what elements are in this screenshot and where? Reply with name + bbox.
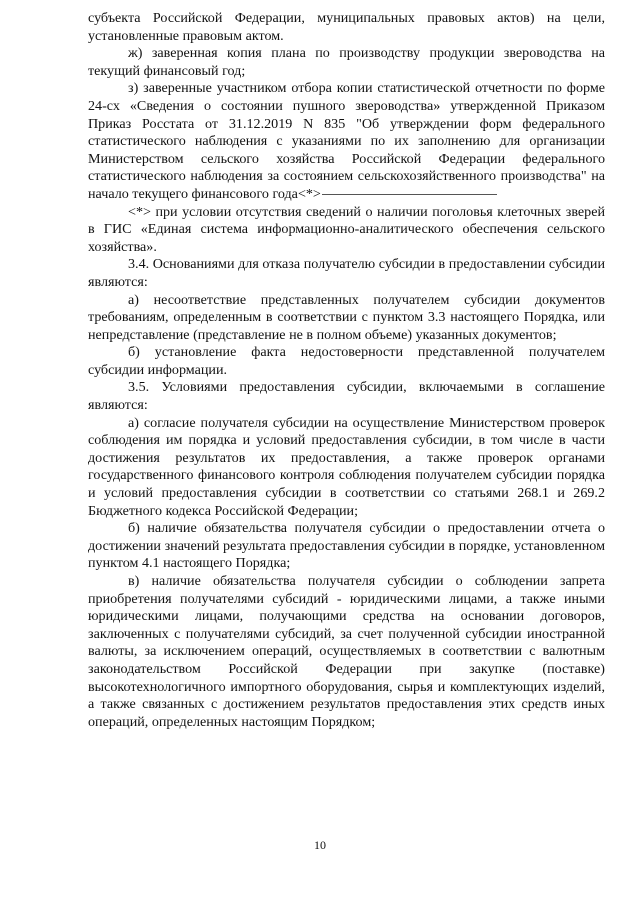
paragraph-continuation: субъекта Российской Федерации, муниципальных правовых актов) на цели, установленные правовым актом. [88,10,605,44]
footnote-text: <*> при условии отсутствия сведений о наличии поголовья клеточных зверей в ГИС «Единая система информационно-аналитического обеспечения сельского хозяйства». [88,203,605,255]
paragraph-3-4-b: б) установление факта недостоверности представленной получателем субсидии информации. [88,344,605,378]
paragraph-3-5-b: б) наличие обязательства получателя субсидии о предоставлении отчета о достижении значений результата предоставления субсидии в порядке, установленном пунктом 4.1 настоящего Порядка; [88,520,605,572]
paragraph-item-z [88,80,605,203]
footnote-separator-line [322,194,497,195]
paragraph-3-5-a: а) согласие получателя субсидии на осуществление Министерством проверок соблюдения им порядка и условий предоставления субсидии, в том числе в части достижения результатов их предоставления, а также проверок органами государственного финансового контроля соблюдения получателем субсидии порядка и условий предоставления субсидии в соответствии со статьями 268.1 и 269.2 Бюджетного кодекса Российской Федерации; [88,414,605,519]
paragraph-item-z-text: з) заверенные участником отбора копии статистической отчетности по форме 24-сх «Сведения о состоянии пушного звероводства» утвержденной Приказом Приказ Росстата от 31.12.2019 N 835 "Об утверждении форм федерального статистического наблюдения с указаниями по их заполнению для организации Министерством сельского хозяйства Российской Федерации федерального статистического наблюдения за состоянием сельскохозяйственного производства" на начало текущего финансового года<*> [88,80,605,202]
page-number: 10 [314,838,326,852]
document-page [88,10,605,731]
paragraph-3-5: 3.5. Условиями предоставления субсидии, включаемыми в соглашение являются: [88,379,605,414]
paragraph-3-4: 3.4. Основаниями для отказа получателю субсидии в предоставлении субсидии являются: [88,256,605,290]
paragraph-3-4-a: а) несоответствие представленных получателем субсидии документов требованиям, определенным в соответствии с пунктом 3.3 настоящего Порядка, или непредставление (представление не в полном объеме) указанных документов; [88,291,605,343]
paragraph-item-zh: ж) заверенная копия плана по производству продукции звероводства на текущий финансовый год; [88,45,605,79]
paragraph-3-5-v: в) наличие обязательства получателя субсидии о соблюдении запрета приобретения получателями субсидий - юридическими лицами, а также иными юридическими лицами, получающими средства на основании договоров, заключенных с получателями субсидий, за счет полученной субсидии иностранной валюты, за исключением операций, осуществляемых в соответствии с валютным законодательством Российской Федерации при закупке (поставке) высокотехнологичного импортного оборудования, сырья и комплектующих изделий, а также связанных с достижением результатов предоставления этих средств иных операций, определенных настоящим Порядком; [88,573,605,730]
